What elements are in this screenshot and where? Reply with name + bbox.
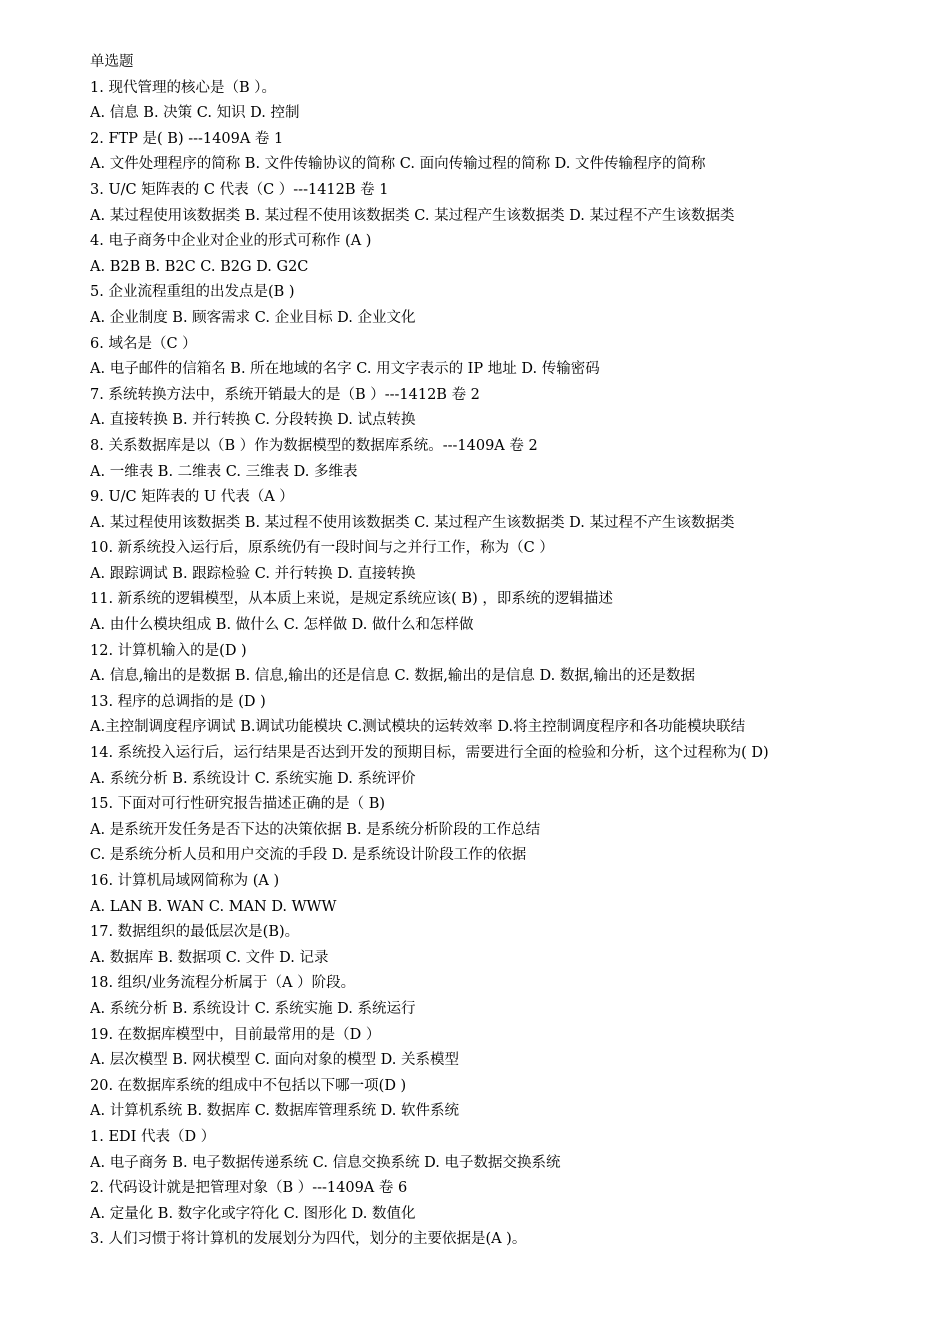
question-line: 6. 域名是（C ） [90,335,197,352]
options-line: A. 系统分析 B. 系统设计 C. 系统实施 D. 系统评价 [90,770,416,787]
options-line: A. 是系统开发任务是否下达的决策依据 B. 是系统分析阶段的工作总结 [90,821,541,838]
options-line: A. 数据库 B. 数据项 C. 文件 D. 记录 [90,949,329,966]
options-line: A.主控制调度程序调试 B.调试功能模块 C.测试模块的运转效率 D.将主控制调度程序和各功能模块联结 [90,719,746,736]
document-page [90,50,930,1253]
options-line: A. 电子邮件的信箱名 B. 所在地域的名字 C. 用文字表示的 IP 地址 D. 传输密码 [90,361,600,378]
question-line: 2. 代码设计就是把管理对象（B ）---1409A 卷 6 [90,1180,408,1197]
question-line: 18. 组织/业务流程分析属于（A ）阶段。 [90,975,356,992]
section-heading: 单选题 [90,54,134,70]
options-line: A. 跟踪调试 B. 跟踪检验 C. 并行转换 D. 直接转换 [90,565,416,582]
question-line: 20. 在数据库系统的组成中不包括以下哪一项(D ) [90,1077,407,1094]
options-line: A. 层次模型 B. 网状模型 C. 面向对象的模型 D. 关系模型 [90,1052,460,1069]
options-line: A. 计算机系统 B. 数据库 C. 数据库管理系统 D. 软件系统 [90,1103,460,1120]
question-line: 12. 计算机输入的是(D ) [90,642,247,659]
options-line: A. 一维表 B. 二维表 C. 三维表 D. 多维表 [90,463,358,480]
options-line: A. 某过程使用该数据类 B. 某过程不使用该数据类 C. 某过程产生该数据类 D. 某过程不产生该数据类 [90,207,735,224]
question-line: 16. 计算机局域网简称为 (A ) [90,873,280,889]
question-line: 3. U/C 矩阵表的 C 代表（C ）---1412B 卷 1 [90,181,389,198]
options-line: A. 某过程使用该数据类 B. 某过程不使用该数据类 C. 某过程产生该数据类 D. 某过程不产生该数据类 [90,514,735,531]
options-line: A. 直接转换 B. 并行转换 C. 分段转换 D. 试点转换 [90,412,416,429]
question-line: 10. 新系统投入运行后，原系统仍有一段时间与之并行工作，称为（C ） [90,540,554,557]
options-line: A. 系统分析 B. 系统设计 C. 系统实施 D. 系统运行 [90,1000,416,1017]
question-line: 2. FTP 是( B) ---1409A 卷 1 [90,130,284,147]
options-line: A. 定量化 B. 数字化或字符化 C. 图形化 D. 数值化 [90,1205,416,1222]
question-line: 5. 企业流程重组的出发点是(B ) [90,284,295,301]
options-line: A. 电子商务 B. 电子数据传递系统 C. 信息交换系统 D. 电子数据交换系统 [90,1154,561,1171]
question-line: 3. 人们习惯于将计算机的发展划分为四代，划分的主要依据是(A )。 [90,1231,527,1248]
question-line: 1. 现代管理的核心是（B ）。 [90,79,276,96]
question-line: 11. 新系统的逻辑模型，从本质上来说，是规定系统应该( B) ，即系统的逻辑描述 [90,591,613,608]
question-line: 9. U/C 矩阵表的 U 代表（A ） [90,489,294,506]
question-line: 4. 电子商务中企业对企业的形式可称作 (A ) [90,233,372,250]
options-line: A. LAN B. WAN C. MAN D. WWW [90,898,337,915]
question-line: 7. 系统转换方法中，系统开销最大的是（B ）---1412B 卷 2 [90,386,480,403]
question-line: 17. 数据组织的最低层次是(B)。 [90,924,300,941]
options-line: A. 由什么模块组成 B. 做什么 C. 怎样做 D. 做什么和怎样做 [90,617,474,634]
question-line: 15. 下面对可行性研究报告描述正确的是（ B) [90,796,386,813]
question-line: 14. 系统投入运行后，运行结果是否达到开发的预期目标，需要进行全面的检验和分析，这个过程称为( D) [90,745,769,762]
options-line: A. B2B B. B2C C. B2G D. G2C [90,258,309,275]
options-line: A. 信息 B. 决策 C. 知识 D. 控制 [90,105,300,122]
question-line: 13. 程序的总调指的是 (D ) [90,693,266,710]
question-line: 8. 关系数据库是以（B ）作为数据模型的数据库系统。---1409A 卷 2 [90,437,538,454]
options-line: A. 企业制度 B. 顾客需求 C. 企业目标 D. 企业文化 [90,309,416,326]
options-line: A. 文件处理程序的简称 B. 文件传输协议的简称 C. 面向传输过程的简称 D. 文件传输程序的简称 [90,156,706,173]
question-line: 1. EDI 代表（D ） [90,1128,216,1145]
options-line: C. 是系统分析人员和用户交流的手段 D. 是系统设计阶段工作的依据 [90,847,527,864]
options-line: A. 信息,输出的是数据 B. 信息,输出的还是信息 C. 数据,输出的是信息 D. 数据,输出的还是数据 [90,668,695,685]
question-line: 19. 在数据库模型中，目前最常用的是（D ） [90,1026,381,1043]
